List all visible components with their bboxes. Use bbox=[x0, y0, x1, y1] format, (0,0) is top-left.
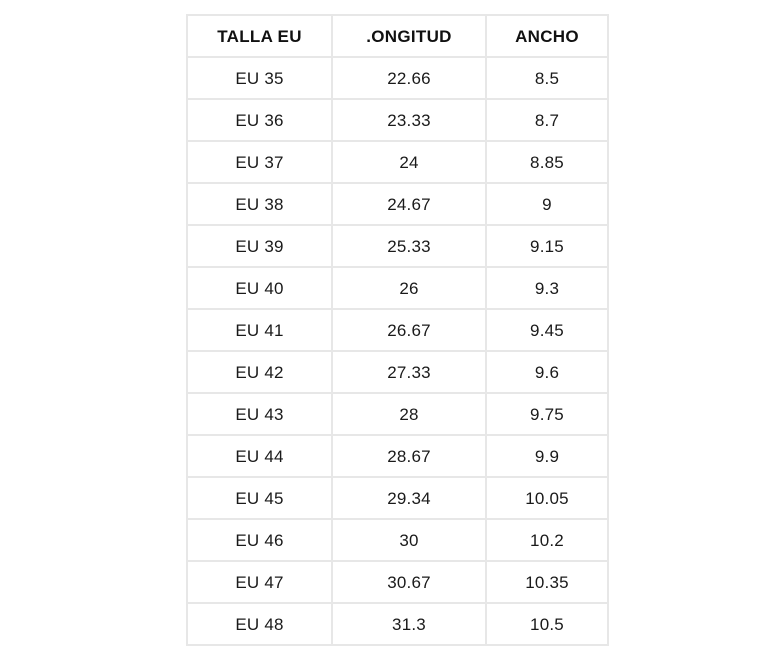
table-cell: 28.67 bbox=[332, 435, 486, 477]
table-cell: 9.3 bbox=[486, 267, 608, 309]
size-chart-table bbox=[186, 14, 609, 646]
size-chart-container bbox=[186, 14, 609, 646]
size-chart-header bbox=[187, 15, 608, 57]
table-row bbox=[187, 309, 608, 351]
table-row bbox=[187, 561, 608, 603]
table-cell: EU 42 bbox=[187, 351, 332, 393]
table-row bbox=[187, 57, 608, 99]
table-row bbox=[187, 393, 608, 435]
table-cell: EU 46 bbox=[187, 519, 332, 561]
table-cell: 24.67 bbox=[332, 183, 486, 225]
table-row bbox=[187, 435, 608, 477]
table-cell: 26.67 bbox=[332, 309, 486, 351]
table-cell: 9.15 bbox=[486, 225, 608, 267]
table-cell: 8.85 bbox=[486, 141, 608, 183]
table-cell: EU 43 bbox=[187, 393, 332, 435]
table-cell: EU 48 bbox=[187, 603, 332, 645]
table-row bbox=[187, 603, 608, 645]
table-cell: 26 bbox=[332, 267, 486, 309]
table-cell: EU 45 bbox=[187, 477, 332, 519]
column-header: ANCHO bbox=[486, 15, 608, 57]
table-cell: 30.67 bbox=[332, 561, 486, 603]
table-cell: EU 44 bbox=[187, 435, 332, 477]
table-cell: EU 37 bbox=[187, 141, 332, 183]
table-cell: 30 bbox=[332, 519, 486, 561]
table-cell: 28 bbox=[332, 393, 486, 435]
table-row bbox=[187, 225, 608, 267]
table-row bbox=[187, 183, 608, 225]
header-row bbox=[187, 15, 608, 57]
table-cell: 10.05 bbox=[486, 477, 608, 519]
table-cell: 23.33 bbox=[332, 99, 486, 141]
table-cell: EU 39 bbox=[187, 225, 332, 267]
table-cell: EU 41 bbox=[187, 309, 332, 351]
table-cell: 9 bbox=[486, 183, 608, 225]
table-cell: 31.3 bbox=[332, 603, 486, 645]
table-cell: 10.2 bbox=[486, 519, 608, 561]
table-cell: 9.45 bbox=[486, 309, 608, 351]
table-row bbox=[187, 99, 608, 141]
table-cell: EU 40 bbox=[187, 267, 332, 309]
table-cell: 22.66 bbox=[332, 57, 486, 99]
table-cell: 24 bbox=[332, 141, 486, 183]
table-row bbox=[187, 351, 608, 393]
table-cell: 8.7 bbox=[486, 99, 608, 141]
column-header: .ONGITUD bbox=[332, 15, 486, 57]
table-cell: 27.33 bbox=[332, 351, 486, 393]
table-cell: 8.5 bbox=[486, 57, 608, 99]
table-cell: 10.5 bbox=[486, 603, 608, 645]
table-row bbox=[187, 267, 608, 309]
column-header: TALLA EU bbox=[187, 15, 332, 57]
table-row bbox=[187, 477, 608, 519]
table-cell: EU 38 bbox=[187, 183, 332, 225]
table-row bbox=[187, 141, 608, 183]
table-cell: EU 36 bbox=[187, 99, 332, 141]
table-cell: 9.9 bbox=[486, 435, 608, 477]
table-cell: EU 35 bbox=[187, 57, 332, 99]
table-cell: EU 47 bbox=[187, 561, 332, 603]
table-cell: 25.33 bbox=[332, 225, 486, 267]
table-cell: 29.34 bbox=[332, 477, 486, 519]
table-row bbox=[187, 519, 608, 561]
size-chart-body bbox=[187, 57, 608, 645]
table-cell: 9.6 bbox=[486, 351, 608, 393]
table-cell: 10.35 bbox=[486, 561, 608, 603]
table-cell: 9.75 bbox=[486, 393, 608, 435]
